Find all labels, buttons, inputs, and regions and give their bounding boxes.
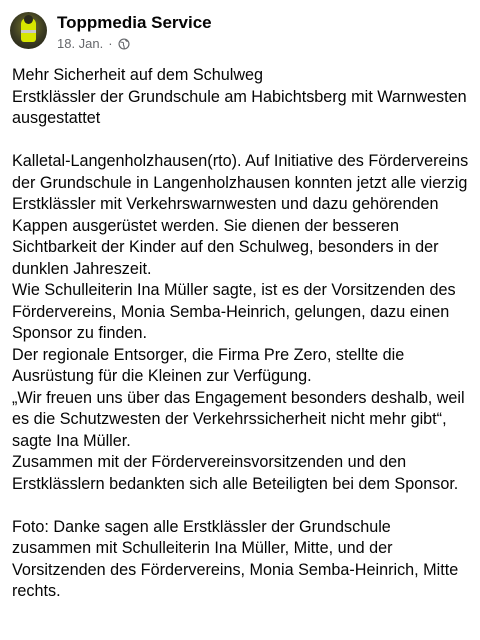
paragraph-spacer xyxy=(12,130,470,152)
page-avatar[interactable] xyxy=(10,12,47,49)
separator-dot: · xyxy=(108,36,113,51)
post-paragraph: Der regionale Entsorger, die Firma Pre Zero, stellte die Ausrüstung für die Kleinen zur Verfügung. xyxy=(12,345,405,385)
post-subline xyxy=(57,36,212,52)
post-paragraph: Foto: Danke sagen alle Erstklässler der Grundschule zusammen mit Schulleiterin Ina Müller, Mitte, und der Vorsitzenden des Fördervereins, Monia Semba-Heinrich, Mitte rechts. xyxy=(12,517,459,600)
post-paragraph: Wie Schulleiterin Ina Müller sagte, ist es der Vorsitzenden des Fördervereins, Monia Semba-Heinrich, gelungen, dazu einen Sponsor zu finden. xyxy=(12,281,456,342)
post-paragraph: „Wir freuen uns über das Engagement besonders deshalb, weil es die Schutzwesten der Verkehrssicherheit nicht mehr gibt“, sagte Ina Müller. xyxy=(12,388,465,450)
post-date[interactable]: 18. Jan. xyxy=(57,36,104,51)
avatar-reflective-stripe xyxy=(21,30,36,33)
post-paragraph: Mehr Sicherheit auf dem Schulweg xyxy=(12,66,264,84)
post-paragraph: Erstklässler der Grundschule am Habichtsberg mit Warnwesten ausgestattet xyxy=(12,87,467,127)
paragraph-spacer xyxy=(12,495,470,517)
post-body xyxy=(0,65,480,603)
post-meta xyxy=(57,10,212,52)
post-header xyxy=(0,10,480,60)
avatar-head xyxy=(24,15,33,24)
globe-icon xyxy=(118,38,130,50)
post-paragraph: Kalletal-Langenholzhausen(rto). Auf Initiative des Fördervereins der Grundschule in Langenholzhausen konnten jetzt alle vierzig Erstklässler mit Verkehrswarnwesten und dazu gehörenden Kappen ausgerüstet werden. Sie dienen der besseren Sichtbarkeit der Kinder auf den Schulweg, besonders in der dunklen Jahreszeit. xyxy=(12,152,469,278)
author-name[interactable]: Toppmedia Service xyxy=(57,13,212,32)
post-paragraph: Zusammen mit der Fördervereinsvorsitzenden und den Erstklässlern bedankten sich alle Beteiligten bei dem Sponsor. xyxy=(12,453,459,493)
